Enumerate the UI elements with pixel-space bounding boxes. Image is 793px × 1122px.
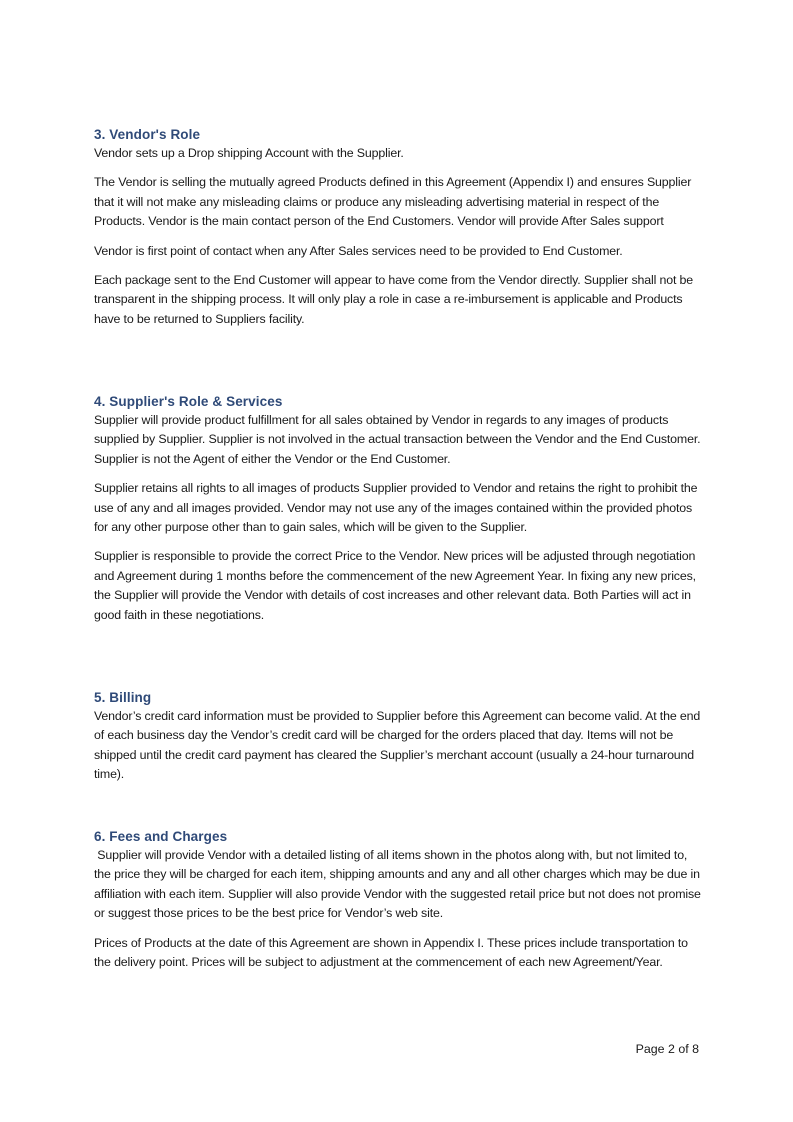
section-heading: 3. Vendor's Role <box>94 127 201 142</box>
paragraph: Vendor is first point of contact when any After Sales services need to be provided to End Customer. <box>94 243 623 258</box>
paragraph: Supplier will provide Vendor with a detailed listing of all items shown in the photos along with, but not limited to, the price they will be charged for each item, shipping amounts and any and all other charges which may be due in affiliation with each item. Supplier will also provide Vendor with the suggested retail price but not does not promise or suggest those prices to be the best price for Vendor’s web site. <box>94 848 705 921</box>
section-heading: 4. Supplier's Role & Services <box>94 394 283 409</box>
paragraph: Vendor’s credit card information must be provided to Supplier before this Agreement can become valid. At the end of each business day the Vendor’s credit card will be charged for the orders placed that day. Items will not be shipped until the credit card payment has cleared the Supplier’s merchant account (usually a 24-hour turnaround time). <box>94 709 701 782</box>
section-vendors-role <box>94 125 704 339</box>
paragraph: Supplier will provide product fulfillment for all sales obtained by Vendor in regards to any images of products supplied by Supplier. Supplier is not involved in the actual transaction between the Vendor and the End Customer. Supplier is not the Agent of either the Vendor or the End Customer. <box>94 413 701 466</box>
paragraph: The Vendor is selling the mutually agreed Products defined in this Agreement (Appendix I) and ensures Supplier that it will not make any misleading claims or produce any misleading advertising material in respect of the Products. Vendor is the main contact person of the End Customers. Vendor will provide After Sales support <box>94 175 692 229</box>
paragraph: Supplier retains all rights to all images of products Supplier provided to Vendor and retains the right to prohibit the use of any and all images provided. Vendor may not use any of the images contained within the provided photos for any other purpose other than to gain sales, which will be given to the Supplier. <box>94 481 698 535</box>
section-heading: 6. Fees and Charges <box>94 829 228 844</box>
paragraph: Prices of Products at the date of this Agreement are shown in Appendix I. These prices include transportation to the delivery point. Prices will be subject to adjustment at the commencement of each new Agreement/Year. <box>94 935 688 970</box>
section-heading: 5. Billing <box>94 690 152 705</box>
section-suppliers-role <box>94 392 704 635</box>
paragraph: Supplier is responsible to provide the correct Price to the Vendor. New prices will be adjusted through negotiation and Agreement during 1 months before the commencement of the new Agreement Year. In fixing any new prices, the Supplier will provide the Vendor with details of cost increases and other relevant data. Both Parties will act in good faith in these negotiations. <box>94 549 696 622</box>
page-number: Page 2 of 8 <box>635 1042 699 1056</box>
paragraph: Each package sent to the End Customer will appear to have come from the Vendor directly. Supplier shall not be transparent in the shipping process. It will only play a role in case a re-imbursement is applicable and Products have to be returned to Suppliers facility. <box>94 273 694 326</box>
section-billing <box>94 688 704 795</box>
section-fees-and-charges <box>94 827 704 982</box>
paragraph: Vendor sets up a Drop shipping Account with the Supplier. <box>94 146 404 160</box>
